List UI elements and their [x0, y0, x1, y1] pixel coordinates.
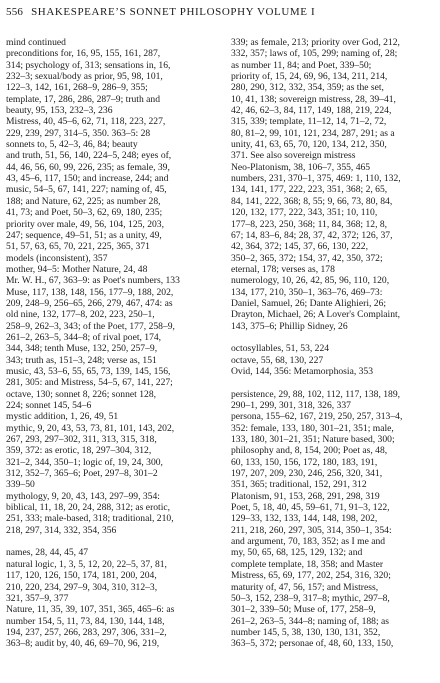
index-entry — [6, 547, 210, 558]
index-entry-line: 314; psychology of, 313; sensations in, 16, — [6, 59, 171, 71]
index-entry-line: Ovid, 144, 356: Metamorphosia, 353 — [231, 365, 374, 377]
index-entry-line: 261–2, 263–5, 344–8; naming of, 188; as — [231, 615, 390, 627]
index-entry-line: Drayton, Michael, 26; A Lover's Complaint, — [231, 309, 401, 321]
index-entry-line: Nature, 11, 35, 39, 107, 351, 365, 465–6: as — [6, 604, 175, 616]
index-entry-line: 129–33, 132, 133, 144, 148, 198, 202, — [231, 513, 378, 525]
index-entry-line: 67; 14, 83–6, 84; 28, 37, 42, 372; 126, 37, — [231, 229, 393, 241]
index-entry-line: 290–1, 299, 301, 318, 326, 337 — [231, 400, 351, 411]
index-entry-line: template, 17, 286, 286, 287–9; truth and — [6, 93, 161, 105]
index-entry-line: 312, 352–7, 365–6; Poet, 297–8, 301–2 — [6, 468, 158, 480]
index-entry-line: octave, 130; sonnet 8, 226; sonnet 128, — [6, 388, 157, 400]
index-entry-line: 315, 339; template, 11–12, 14, 71–2, 72, — [231, 116, 387, 128]
index-entry-line: 133, 180, 301–21, 351; Nature based, 300; — [231, 434, 395, 446]
index-entry — [6, 423, 210, 491]
index-entry-line: Poet, 5, 18, 40, 45, 59–61, 71, 91–3, 122, — [231, 502, 390, 514]
index-entry — [6, 491, 210, 536]
index-entry-line: 84, 141, 222, 368; 8, 55; 9, 66, 73, 80, 84, — [231, 195, 393, 207]
index-entry-line: 51, 57, 63, 65, 70, 221, 225, 365, 371 — [6, 241, 150, 253]
index-entry — [231, 37, 435, 162]
index-entry-line: 232–3; sexual/body as prior, 95, 98, 101, — [6, 71, 163, 83]
index-entry — [231, 275, 435, 332]
index-entry — [231, 173, 435, 275]
index-entry-line: 321, 357–9, 377 — [6, 592, 69, 604]
page-number: 556 — [6, 6, 24, 18]
index-entry — [231, 162, 435, 173]
index-entry — [6, 253, 210, 264]
index-entry-line: 261–2, 263–5, 344–8; of rival poet, 174, — [6, 331, 162, 343]
index-entry — [231, 366, 435, 377]
index-entry-line: 122–3, 142, 161, 268–9, 286–9, 355; — [6, 82, 148, 94]
index-entry-line: Mistress, 40, 45–6, 62, 71, 118, 223, 227, — [6, 116, 166, 128]
index-entry-line: 134, 141, 177, 222, 223, 351, 368; 2, 65, — [231, 184, 388, 196]
index-entry — [6, 559, 210, 604]
index-entry-line: philosophy and, 8, 154, 200; Poet as, 48, — [231, 445, 388, 457]
index-entry — [231, 491, 435, 502]
index-entry-line: 41, 73; and Poet, 50–3, 62, 69, 180, 235; — [6, 207, 163, 219]
index-entry — [231, 343, 435, 354]
index-entry — [231, 389, 435, 412]
index-entry-line: 258–9, 262–3, 343; of the Poet, 177, 258–9, — [6, 320, 175, 332]
index-entry-line: 44, 46, 56, 60, 99, 226, 235; as female, 39, — [6, 161, 170, 173]
running-title: SHAKESPEARE’S SONNET PHILOSOPHY VOLUME I — [31, 6, 316, 18]
index-entry-line: mythic, 9, 20, 43, 53, 73, 81, 101, 143, 202, — [6, 422, 175, 434]
index-entry-line: 10, 41, 138; sovereign mistress, 28, 39–41, — [231, 93, 396, 105]
index-entry-line: mystic addition, 1, 26, 49, 51 — [6, 411, 119, 423]
index-entry — [6, 116, 210, 252]
index-entry-line: 352: female, 133, 180, 301–21, 351; male, — [231, 422, 394, 434]
index-entry — [6, 366, 210, 411]
index-entry-line: 267, 293, 297–302, 311, 313, 315, 318, — [6, 434, 157, 446]
index-entry-line: 280, 290, 312, 332, 354, 359; as the set, — [231, 82, 384, 94]
index-entry-line: Mistress, 65, 69, 177, 202, 254, 316, 320; — [231, 570, 391, 582]
index-entry-line: mother, 94–5: Mother Nature, 24, 48 — [6, 263, 148, 275]
index-entry — [6, 287, 210, 366]
index-entry-line: 332, 357; laws of, 105, 299; naming of, 28; — [231, 48, 398, 60]
index-entry-line: old nine, 132, 177–8, 202, 223, 250–1, — [6, 309, 155, 321]
index-entry-line: maturity of, 47, 56, 157; and Mistress, — [231, 581, 379, 593]
index-entry-line: 134, 177, 210, 350–1, 363–76, 469–73: — [231, 286, 383, 298]
index-entry-line: 344, 348; tenth Muse, 132, 250, 257–9, — [6, 343, 158, 355]
index-entry-line: 351, 365; traditional, 152, 291, 312 — [231, 479, 367, 491]
index-entry-line: biblical, 11, 18, 20, 24, 288, 312; as erotic, — [6, 502, 171, 514]
index-entry-line: unity, 41, 63, 65, 70, 120, 134, 212, 350, — [231, 139, 387, 151]
index-entry-line: priority over male, 49, 56, 104, 125, 203, — [6, 218, 165, 230]
letter-group-gap — [231, 332, 435, 343]
index-entry-line: 218, 297, 314, 332, 354, 356 — [6, 524, 117, 536]
index-entry-line: mythology, 9, 20, 43, 143, 297–99, 354: — [6, 490, 160, 502]
index-column-left — [6, 37, 210, 650]
index-entry-line: priority of, 15, 24, 69, 96, 134, 211, 214, — [231, 71, 388, 83]
index-entry — [231, 355, 435, 366]
index-entry-line: 120, 132, 177, 222, 343, 351; 10, 110, — [231, 207, 378, 219]
index-entry — [6, 37, 210, 116]
index-entry-line: persona, 155–62, 167, 219, 250, 257, 313–4, — [231, 411, 403, 423]
index-entry-line: complete template, 18, 358; and Master — [231, 558, 384, 570]
index-entry — [6, 411, 210, 422]
index-entry-line: 117, 120, 126, 150, 174, 181, 200, 204, — [6, 570, 157, 582]
index-entry-line: Muse, 117, 138, 148, 156, 177–9, 188, 202, — [6, 286, 174, 298]
index-entry-line: 42, 46, 62–3, 84, 117, 149, 188, 219, 224, — [231, 105, 392, 117]
index-entry — [6, 275, 210, 286]
index-entry-line: number 145, 5, 38, 130, 130, 131, 352, — [231, 626, 381, 638]
index-entry-line: 371. See also sovereign mistress — [231, 150, 356, 162]
index-entry-line: 60, 133, 150, 156, 172, 180, 183, 191, — [231, 456, 378, 468]
index-entry-line: octosyllables, 51, 53, 224 — [231, 343, 330, 355]
index-entry — [231, 411, 435, 490]
index-entry-line: models (inconsistent), 357 — [6, 252, 108, 264]
index-entry-line: 143, 375–6; Phillip Sidney, 26 — [231, 320, 348, 332]
index-entry-line: octave, 55, 68, 130, 227 — [231, 354, 324, 366]
index-entry-line: numerology, 10, 26, 42, 85, 96, 110, 120, — [231, 275, 390, 287]
index-entry-line: 363–8; audit by, 40, 46, 69–70, 96, 219, — [6, 638, 160, 650]
index-entry-line: as number 11, 84; and Poet, 339–50; — [231, 59, 372, 71]
index-column-right — [231, 37, 435, 650]
index-entry-line: 188; and Nature, 62, 225; as number 28, — [6, 195, 161, 207]
index-entry-line: 343; truth as, 151–3, 248; verse as, 151 — [6, 354, 157, 366]
index-entry-line: music, 43, 53–6, 55, 65, 73, 139, 145, 156, — [6, 365, 171, 377]
index-entry-line: sonnets to, 5, 42–3, 46, 84; beauty — [6, 139, 138, 151]
index-entry-line: 209, 248–9, 256–65, 266, 279, 467, 474: as — [6, 297, 173, 309]
index-entry-line: 50–3, 152, 238–9, 317–8; mythic, 297–8, — [231, 592, 390, 604]
index-entry-line: 247; sequence, 49–51, 51; as a unity, 49, — [6, 229, 162, 241]
letter-group-gap — [231, 377, 435, 388]
index-entry-line: Daniel, Samuel, 26; Dante Alighieri, 26; — [231, 297, 387, 309]
letter-group-gap — [6, 536, 210, 547]
running-header — [6, 4, 434, 20]
index-entry-line: preconditions for, 16, 95, 155, 161, 287, — [6, 48, 161, 60]
index-entry — [6, 264, 210, 275]
index-entry-line: 80, 81–2, 99, 101, 121, 234, 287, 291; as a — [231, 127, 395, 139]
index-entry-line: beauty, 95, 153, 232–3, 236 — [6, 105, 113, 117]
index-entry-line: names, 28, 44, 45, 47 — [6, 547, 89, 559]
index-entry-line: 194, 237, 257, 266, 283, 297, 306, 331–2, — [6, 626, 167, 638]
index-entry-line: 42, 364, 372; 145, 37, 66, 130, 222, — [231, 241, 368, 253]
index-entry-line: and truth, 51, 56, 140, 224–5, 248; eyes of, — [6, 150, 172, 162]
index-entry-line: Platonism, 91, 153, 268, 291, 298, 319 — [231, 490, 380, 502]
index-entry-line: 224; sonnet 145, 54–6 — [6, 400, 92, 411]
index-entry-line: my, 50, 65, 68, 125, 129, 132; and — [231, 547, 363, 559]
index-entry-line: 339–50 — [6, 479, 35, 491]
index-entry-line: 43, 45–6, 117, 150; and increase, 244; and — [6, 173, 169, 185]
index-entry-line: music, 54–5, 67, 141, 227; naming of, 45, — [6, 184, 167, 196]
index-entry-line: 210, 220, 234, 297–9, 304, 310, 312–3, — [6, 581, 158, 593]
index-entry-line: 350–2, 365, 372; 154, 37, 42, 350, 372; — [231, 252, 383, 264]
index-entry-line: number 154, 5, 11, 73, 84, 130, 144, 148, — [6, 615, 165, 627]
index-entry-line: Neo-Platonism, 38, 106–7, 355, 465 — [231, 161, 371, 173]
index-entry-line: 339; as female, 213; priority over God, 212, — [231, 37, 400, 48]
index-entry-line: 211, 218, 260, 297, 305, 314, 350–1, 354: — [231, 524, 392, 536]
index-entry-line: persistence, 29, 88, 102, 112, 117, 138, 189, — [231, 388, 401, 400]
index-entry-line: 281, 305: and Mistress, 54–5, 67, 141, 227; — [6, 377, 173, 389]
index-entry-line: 229, 239, 297, 314–5, 350. 363–5: 28 — [6, 127, 151, 139]
index-entry-line: 321–2, 344, 350–1; logic of, 19, 24, 300, — [6, 456, 163, 468]
index-entry-line: 301–2, 339–50; Muse of, 177, 258–9, — [231, 604, 376, 616]
index-entry-line: 359, 372: as erotic, 18, 297–304, 312, — [6, 445, 152, 457]
index-entry — [6, 604, 210, 649]
index-entry — [231, 502, 435, 649]
index-entry-line: 177–8, 223, 250, 368; 11, 84, 368; 12, 8, — [231, 218, 388, 230]
index-entry-line: natural logic, 1, 3, 5, 12, 20, 22–5, 37, 81, — [6, 558, 167, 570]
index-entry-line: numbers, 231, 370–1, 375, 469: 1, 110, 132, — [231, 173, 401, 185]
index-entry-line: 363–5, 372; personae of, 48, 60, 133, 150, — [231, 638, 394, 650]
index-entry-line: 197, 207, 209, 230, 246, 256, 320, 341, — [231, 468, 383, 480]
index-entry-line: 251, 333; male-based, 318; traditional, 210, — [6, 513, 174, 525]
index-entry-line: eternal, 178; verses as, 178 — [231, 263, 335, 275]
index-entry-line: mind continued — [6, 37, 66, 48]
index-entry-line: and argument, 70, 183, 352; as I me and — [231, 536, 386, 548]
index-entry-line: Mr. W. H., 67, 363–9: as Poet's numbers, 133 — [6, 275, 180, 287]
